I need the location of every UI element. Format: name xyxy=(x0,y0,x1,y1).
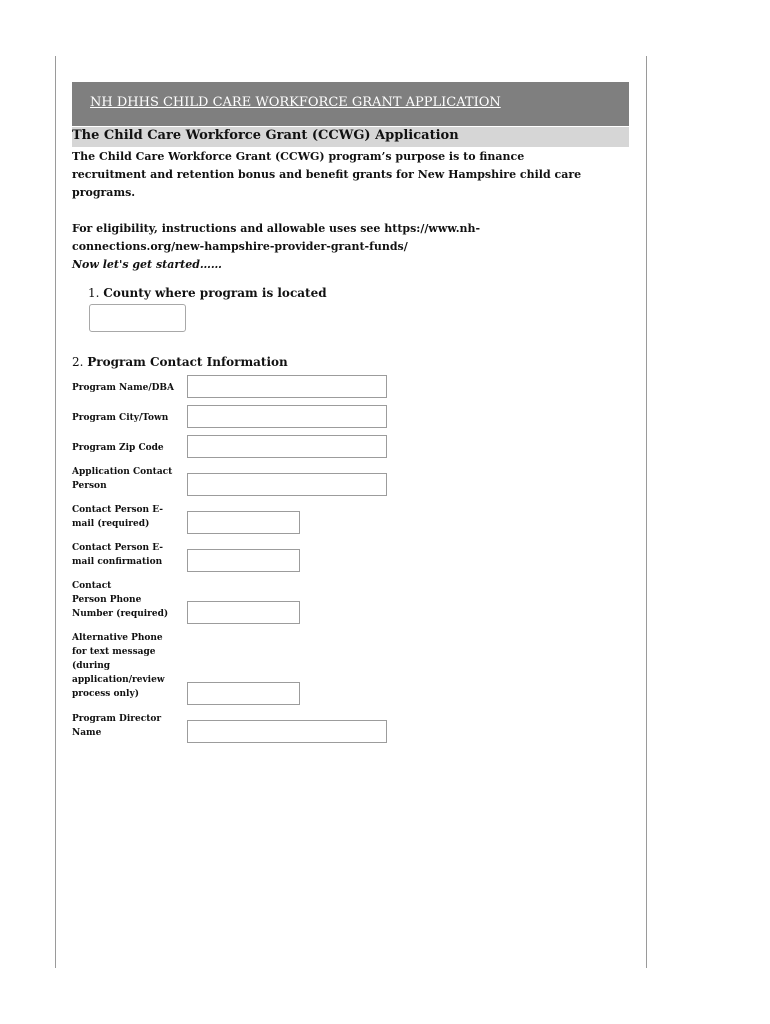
contact-email-label: Contact Person E- mail (required) xyxy=(72,505,163,529)
contact-person-field[interactable] xyxy=(187,473,387,496)
question-contact-info xyxy=(72,355,288,369)
question-number: 2. xyxy=(72,355,84,369)
purpose-line: The Child Care Workforce Grant (CCWG) program’s purpose is to finance xyxy=(72,150,525,163)
contact-phone-label: Contact Person Phone Number (required) xyxy=(72,581,169,619)
program-city-field[interactable] xyxy=(187,405,387,428)
question-label: County where program is located xyxy=(103,286,327,300)
page-border-right xyxy=(646,56,647,968)
page-border-left xyxy=(55,56,56,968)
form-title: NH DHHS CHILD CARE WORKFORCE GRANT APPLICATION xyxy=(90,95,501,110)
question-number: 1. xyxy=(88,286,100,300)
director-name-field[interactable] xyxy=(187,720,387,743)
program-name-field[interactable] xyxy=(187,375,387,398)
email-confirm-field[interactable] xyxy=(187,549,300,572)
director-name-label: Program Director Name xyxy=(72,714,162,738)
county-select[interactable] xyxy=(89,304,186,332)
email-confirm-label: Contact Person E- mail confirmation xyxy=(72,543,163,567)
alt-phone-label: Alternative Phone for text message (during application/review process only) xyxy=(72,633,165,699)
purpose-line: recruitment and retention bonus and benefit grants for New Hampshire child care xyxy=(72,168,582,181)
eligibility-line: connections.org/new-hampshire-provider-grant-funds/ xyxy=(72,240,408,253)
eligibility-line: For eligibility, instructions and allowable uses see https://www.nh- xyxy=(72,222,481,235)
start-text: Now let's get started…… xyxy=(72,258,222,271)
purpose-line: programs. xyxy=(72,186,136,199)
contact-email-field[interactable] xyxy=(187,511,300,534)
program-city-label: Program City/Town xyxy=(72,413,169,423)
contact-phone-field[interactable] xyxy=(187,601,300,624)
alt-phone-field[interactable] xyxy=(187,682,300,705)
form-header xyxy=(72,82,629,126)
program-name-label: Program Name/DBA xyxy=(72,383,175,393)
program-zip-label: Program Zip Code xyxy=(72,443,164,453)
program-zip-field[interactable] xyxy=(187,435,387,458)
section-header xyxy=(72,127,629,147)
question-label: Program Contact Information xyxy=(87,355,288,369)
contact-person-label: Application Contact Person xyxy=(72,467,173,491)
section-title: The Child Care Workforce Grant (CCWG) Application xyxy=(72,128,459,143)
question-county xyxy=(88,286,327,300)
intro-text xyxy=(72,148,620,274)
